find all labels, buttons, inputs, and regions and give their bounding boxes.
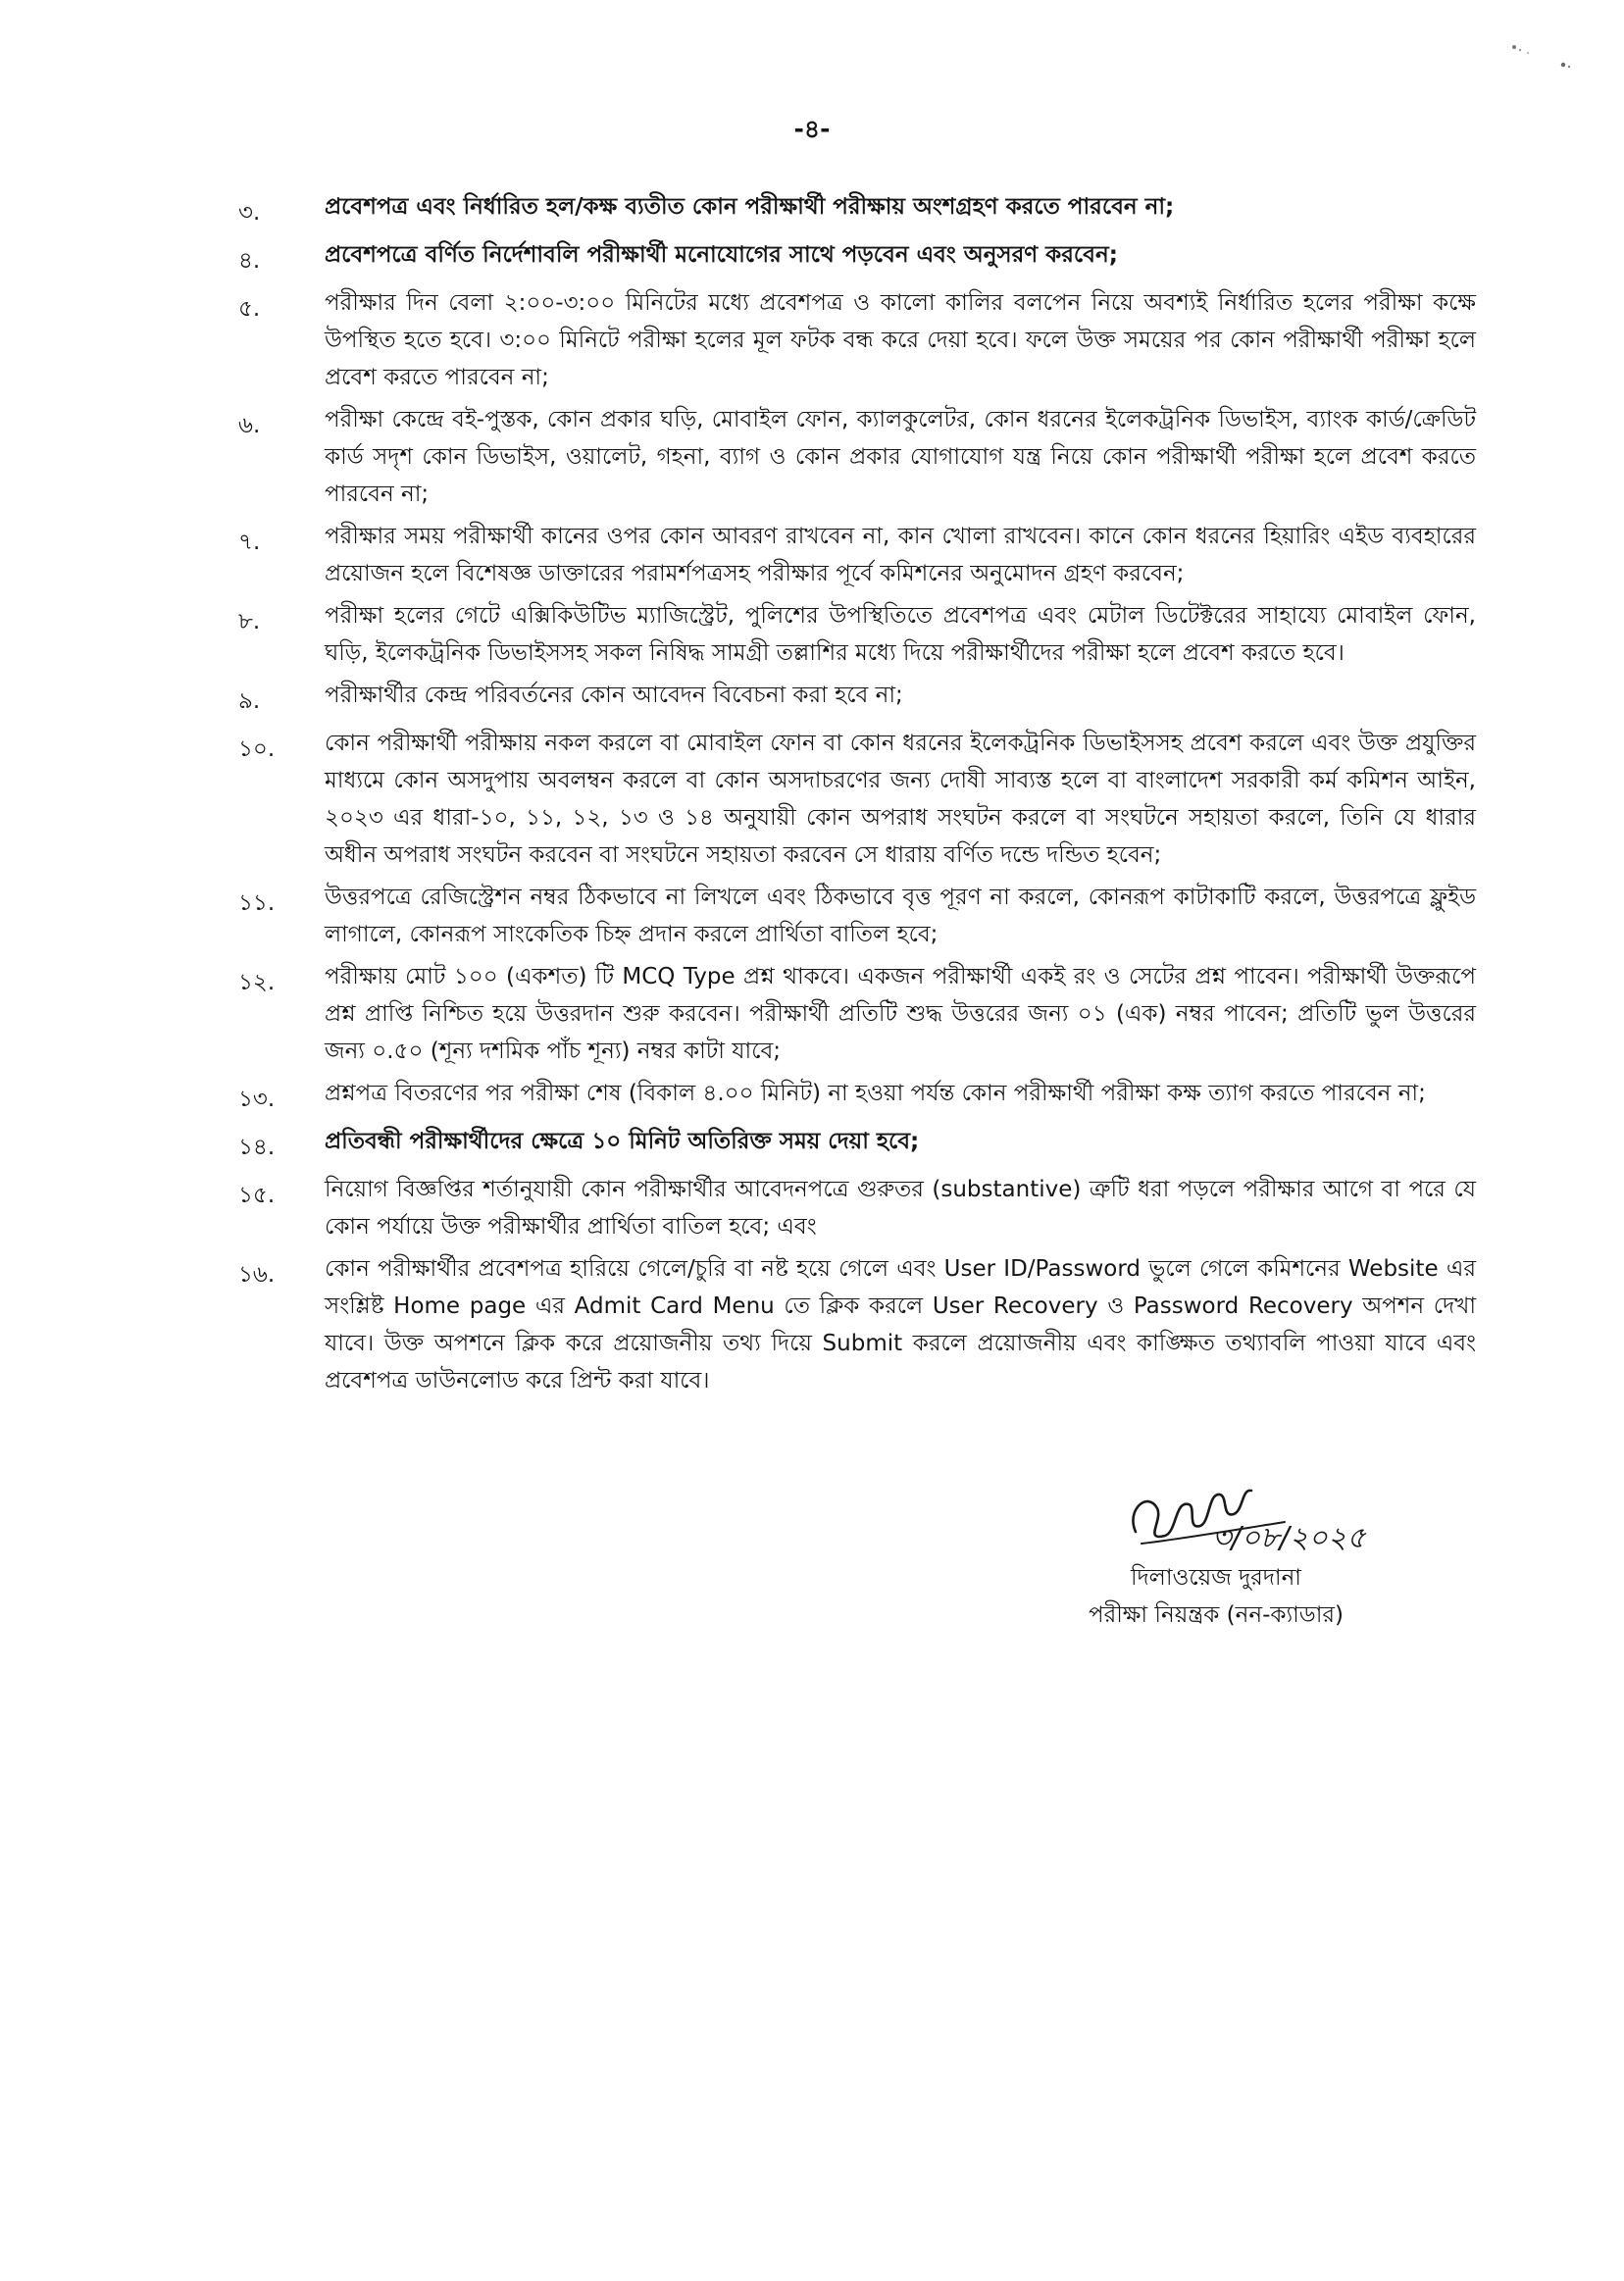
instruction-number: ৬. — [238, 413, 261, 438]
instruction-item — [238, 1075, 1476, 1118]
instruction-item — [238, 879, 1476, 953]
handwritten-signature — [1118, 1471, 1412, 1569]
instruction-item — [238, 188, 1476, 231]
signer-title: পরীক্ষা নিয়ন্ত্রক (নন-ক্যাডার) — [1088, 1602, 1345, 1628]
instruction-item — [238, 958, 1476, 1070]
instruction-number: ১৫. — [238, 1183, 276, 1208]
instruction-number: ৮. — [238, 609, 261, 634]
instruction-item — [238, 1250, 1476, 1399]
instruction-number: ১৩. — [238, 1087, 276, 1112]
instruction-text: প্রশ্নপত্র বিতরণের পর পরীক্ষা শেষ (বিকাল ৪.০০ মিনিট) না হওয়া পর্যন্ত কোন পরীক্ষার্থী পরীক্ষা কক্ষ ত্যাগ করতে পারবেন না; — [325, 1081, 1426, 1106]
instruction-item — [238, 401, 1476, 513]
instruction-number: ১২. — [238, 970, 276, 995]
instruction-text: পরীক্ষা কেন্দ্রে বই-পুস্তক, কোন প্রকার ঘড়ি, মোবাইল ফোন, ক্যালকুলেটর, কোন ধরনের ইলেকট্রনিক ডিভাইস, ব্যাংক কার্ড/ক্রেডিট কার্ড সদৃশ কোন ডিভাইস, ওয়ালেট, গহনা, ব্যাগ ও কোন প্রকার যোগাযোগ যন্ত্র নিয়ে কোন পরীক্ষার্থী পরীক্ষা হলে প্রবেশ করতে পারবেন না; — [325, 407, 1476, 507]
instruction-item — [238, 518, 1476, 592]
instruction-number: ৩. — [238, 200, 261, 226]
instruction-item — [238, 597, 1476, 672]
instruction-text: পরীক্ষা হলের গেটে এক্সিকিউটিভ ম্যাজিস্ট্রেট, পুলিশের উপস্থিতিতে প্রবেশপত্র এবং মেটাল ডিটেক্টরের সাহায্যে মোবাইল ফোন, ঘড়ি, ইলেকট্রনিক ডিভাইসসহ সকল নিষিদ্ধ সামগ্রী তল্লাশির মধ্যে দিয়ে পরীক্ষার্থীদের পরীক্ষা হলে প্রবেশ করতে হবে। — [325, 603, 1476, 666]
signature-block — [1020, 1471, 1412, 1647]
page-number: -৪- — [793, 115, 831, 143]
instruction-item — [238, 677, 1476, 720]
instruction-number: ১৪. — [238, 1135, 276, 1160]
instruction-number: ১১. — [238, 890, 276, 916]
instruction-item — [238, 284, 1476, 396]
instruction-number: ৭. — [238, 530, 261, 555]
instruction-number: ১৬. — [238, 1262, 276, 1288]
instruction-text: পরীক্ষার সময় পরীক্ষার্থী কানের ওপর কোন আবরণ রাখবেন না, কান খোলা রাখবেন। কানে কোন ধরনের হিয়ারিং এইড ব্যবহারের প্রয়োজন হলে বিশেষজ্ঞ ডাক্তারের পরামর্শপত্রসহ পরীক্ষার পূর্বে কমিশনের অনুমোদন গ্রহণ করবেন; — [325, 524, 1476, 586]
instruction-number: ৪. — [238, 248, 261, 274]
instruction-item — [238, 1171, 1476, 1245]
instruction-text: উত্তরপত্রে রেজিস্ট্রেশন নম্বর ঠিকভাবে না লিখলে এবং ঠিকভাবে বৃত্ত পূরণ না করলে, কোনরূপ কাটাকাটি করলে, উত্তরপত্রে ফ্লুইড লাগালে, কোনরূপ সাংকেতিক চিহ্ন প্রদান করলে প্রার্থিতা বাতিল হবে; — [325, 885, 1476, 947]
instruction-number: ৯. — [238, 688, 261, 714]
signature-date: ৩/০৮/২০২৫ — [1212, 1521, 1366, 1555]
instruction-text: নিয়োগ বিজ্ঞপ্তির শর্তানুযায়ী কোন পরীক্ষার্থীর আবেদনপত্রে গুরুতর (substantive) ত্রুটি ধরা পড়লে পরীক্ষার আগে বা পরে যে কোন পর্যায়ে উক্ত পরীক্ষার্থীর প্রার্থিতা বাতিল হবে; এবং — [325, 1177, 1476, 1240]
instruction-item — [238, 236, 1476, 279]
instruction-text: পরীক্ষায় মোট ১০০ (একশত) টি MCQ Type প্রশ্ন থাকবে। একজন পরীক্ষার্থী একই রং ও সেটের প্রশ্ন পাবেন। পরীক্ষার্থী উক্তরূপে প্রশ্ন প্রাপ্তি নিশ্চিত হয়ে উত্তরদান শুরু করবেন। পরীক্ষার্থী প্রতিটি শুদ্ধ উত্তরের জন্য ০১ (এক) নম্বর পাবেন; প্রতিটি ভুল উত্তরের জন্য ০.৫০ (শূন্য দশমিক পাঁচ শূন্য) নম্বর কাটা যাবে; — [325, 964, 1476, 1064]
instruction-number: ৫. — [238, 296, 261, 322]
instruction-item — [238, 1123, 1476, 1166]
instruction-text: পরীক্ষার্থীর কেন্দ্র পরিবর্তনের কোন আবেদন বিবেচনা করা হবে না; — [325, 683, 903, 708]
instructions-list — [238, 188, 1476, 1404]
instruction-text: প্রবেশপত্র এবং নির্ধারিত হল/কক্ষ ব্যতীত কোন পরীক্ষার্থী পরীক্ষায় অংশগ্রহণ করতে পারবেন না; — [325, 194, 1175, 220]
instruction-text: প্রতিবন্ধী পরীক্ষার্থীদের ক্ষেত্রে ১০ মিনিট অতিরিক্ত সময় দেয়া হবে; — [325, 1129, 920, 1154]
instruction-text: কোন পরীক্ষার্থীর প্রবেশপত্র হারিয়ে গেলে/চুরি বা নষ্ট হয়ে গেলে এবং User ID/Password ভুলে গেলে কমিশনের Website এর সংশ্লিষ্ট Home page এর Admit Card Menu তে ক্লিক করলে User Recovery ও Password Recovery অপশন দেখা যাবে। উক্ত অপশনে ক্লিক করে প্রয়োজনীয় তথ্য দিয়ে Submit করলে প্রয়োজনীয় এবং কাঙ্ক্ষিত তথ্যাবলি পাওয়া যাবে এবং প্রবেশপত্র ডাউনলোড করে প্রিন্ট করা যাবে। — [325, 1256, 1476, 1394]
instruction-text: পরীক্ষার দিন বেলা ২:০০-৩:০০ মিনিটের মধ্যে প্রবেশপত্র ও কালো কালির বলপেন নিয়ে অবশ্যই নির্ধারিত হলের পরীক্ষা কক্ষে উপস্থিত হতে হবে। ৩:০০ মিনিটে পরীক্ষা হলের মূল ফটক বন্ধ করে দেয়া হবে। ফলে উক্ত সময়ের পর কোন পরীক্ষার্থী পরীক্ষা হলে প্রবেশ করতে পারবেন না; — [325, 290, 1476, 390]
instruction-text: কোন পরীক্ষার্থী পরীক্ষায় নকল করলে বা মোবাইল ফোন বা কোন ধরনের ইলেকট্রনিক ডিভাইসসহ প্রবেশ করলে এবং উক্ত প্রযুক্তির মাধ্যমে কোন অসদুপায় অবলম্বন করলে বা কোন অসদাচরণের জন্য দোষী সাব্যস্ত হলে বা বাংলাদেশ সরকারী কর্ম কমিশন আইন, ২০২৩ এর ধারা-১০, ১১, ১২, ১৩ ও ১৪ অনুযায়ী কোন অপরাধ সংঘটন করলে বা সংঘটনে সহায়তা করলে, তিনি যে ধারার অধীন অপরাধ সংঘটন করবেন বা সংঘটনে সহায়তা করবেন সে ধারায় বর্ণিত দন্ডে দন্ডিত হবেন; — [325, 731, 1476, 868]
scan-speck-mark — [1506, 39, 1575, 78]
instruction-item — [238, 725, 1476, 874]
signer-name: দিলাওয়েজ দুরদানা — [1131, 1565, 1301, 1591]
instruction-number: ১০. — [238, 736, 276, 762]
instruction-text: প্রবেশপত্রে বর্ণিত নির্দেশাবলি পরীক্ষার্থী মনোযোগের সাথে পড়বেন এবং অনুসরণ করবেন; — [325, 242, 1118, 268]
